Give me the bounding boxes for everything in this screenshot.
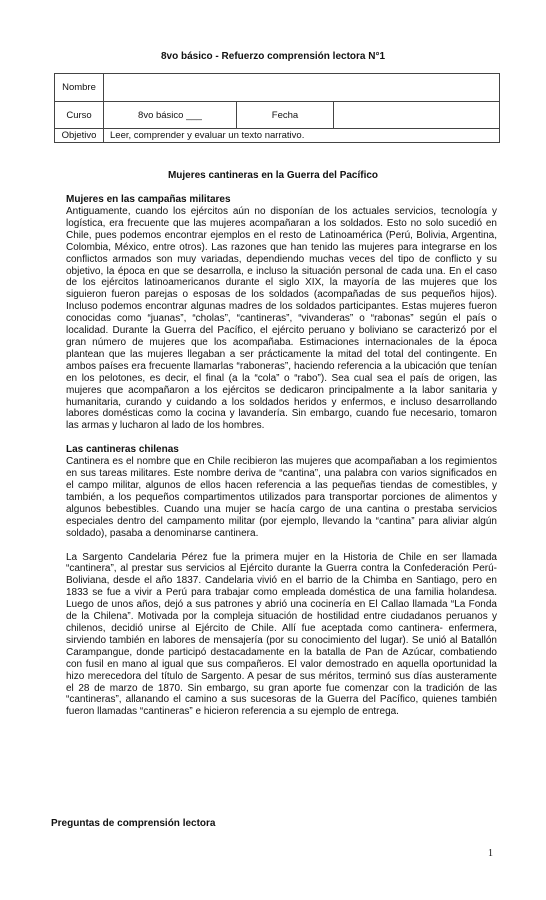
nombre-label: Nombre	[55, 74, 104, 102]
questions-title: Preguntas de comprensión lectora	[51, 818, 216, 829]
section-paragraph: Cantinera es el nombre que en Chile recibieron las mujeres que acompañaban a los regimientos en sus tareas militares. Este nombre deriva de “cantina”, una palabra con varios significados en el campo militar, algunos de ellos hacen referencia a las pequeñas tiendas de comestibles, y también, a los pequeños compartimentos utilizados para transportar porciones de alimentos y algunos bebestibles. Cuando una mujer se hacía cargo de una cantina o prestaba servicios especiales dentro del campamento militar (por ejemplo, llevando la “cantina” para aliviar algún soldado), pasaba a denominarse cantinera.	[66, 456, 497, 539]
page-header: 8vo básico - Refuerzo comprensión lectora N°1	[160, 51, 386, 62]
document-title: Mujeres cantineras en la Guerra del Pacífico	[167, 170, 379, 181]
section-paragraph: La Sargento Candelaria Pérez fue la primera mujer en la Historia de Chile en ser llamada “cantinera”, al prestar sus servicios al Ejército durante la Guerra contra la Confederación Perú-Boliviana, desde el año 1837. Candelaria vivió en el barrio de la Chimba en Santiago, pero en 1833 se fue a vivir a Perú para trabajar como empleada doméstica de una familia holandesa. Luego de unos años, dejó a sus patrones y abrió una cocinería en El Callao llamada “La Fonda de la Chilena”. Motivada por la compleja situación de hostilidad entre ciudadanos peruanos y chilenos, decidió unirse al Ejército de Chile. Allí fue aceptada como cantinera- enfermera, sirviendo también en labores de mensajería (por su conocimiento del lugar). Se unió al Batallón Carampangue, donde participó destacadamente en la batalla de Pan de Azúcar, combatiendo con fusil en mano al igual que sus compañeros. El valor demostrado en aquella oportunidad la hizo merecedora del título de Sargento. A pesar de sus méritos, terminó sus días austeramente el 28 de marzo de 1870. Sin embargo, su gran aporte fue comenzar con la tradición de las “cantineras”, allanando el camino a sus sucesoras de la Guerra del Pacífico, quienes también fueron llamadas “cantineras” e hicieron referencia a su ejemplo de entrega.	[66, 551, 497, 718]
fecha-label: Fecha	[237, 102, 334, 129]
nombre-field[interactable]	[104, 74, 500, 102]
fecha-field[interactable]	[334, 102, 500, 129]
curso-label: Curso	[55, 102, 104, 129]
page-number: 1	[488, 848, 493, 859]
section-heading: Mujeres en las campañas militares	[66, 194, 231, 205]
curso-value: 8vo básico ___	[104, 102, 237, 129]
objetivo-value: Leer, comprender y evaluar un texto narrativo.	[104, 129, 500, 143]
section-paragraph: Antiguamente, cuando los ejércitos aún no disponían de los actuales servicios, tecnología y logística, era frecuente que las mujeres acompañaran a los soldados. Esto no solo sucedió en Chile, pues podemos encontrar ejemplos en el resto de Latinoamérica (Perú, Bolivia, Argentina, Colombia, México, entre otros). Las razones que han tenido las mujeres para integrarse en los conflictos armados son muy variadas, dependiendo muchas veces del tipo de conflicto y su objetivo, la época en que se desarrolla, e incluso la situación personal de cada una. En el caso de los ejércitos latinoamericanos durante el siglo XIX, la mayoría de las mujeres que los siguieron fueron parejas o esposas de los soldados (acompañadas de sus pequeños hijos). Incluso podemos encontrar algunas madres de los soldados participantes. Estas mujeres fueron conocidas como “juanas”, “cholas”, “cantineras”, “vivanderas” o “rabonas” según el país o localidad. Durante la Guerra del Pacífico, el ejército peruano y boliviano se caracterizó por el gran número de mujeres que los acompañaba. Estimaciones internacionales de la época plantean que las mujeres llegaban a ser prácticamente la mitad del total del contingente. En ambos países era frecuente llamarlas “raboneras”, haciendo referencia a la ubicación que tenían en los pelotones, es decir, el final (a la “cola” o “rabo”). Sea cual sea el país de origen, las mujeres que acompañaron a los ejércitos se dedicaron principalmente a la labor sanitaria y humanitaria, curando y cuidando a los soldados heridos y enfermos, e incluso desarrollando labores domésticas como la cocina y lavandería. Sin embargo, cuando fue necesario, tomaron las armas y lucharon al lado de los hombres.	[66, 206, 497, 432]
objetivo-label: Objetivo	[55, 129, 104, 143]
section-heading: Las cantineras chilenas	[66, 444, 179, 456]
student-info-table	[54, 73, 500, 143]
document-body	[66, 194, 497, 718]
